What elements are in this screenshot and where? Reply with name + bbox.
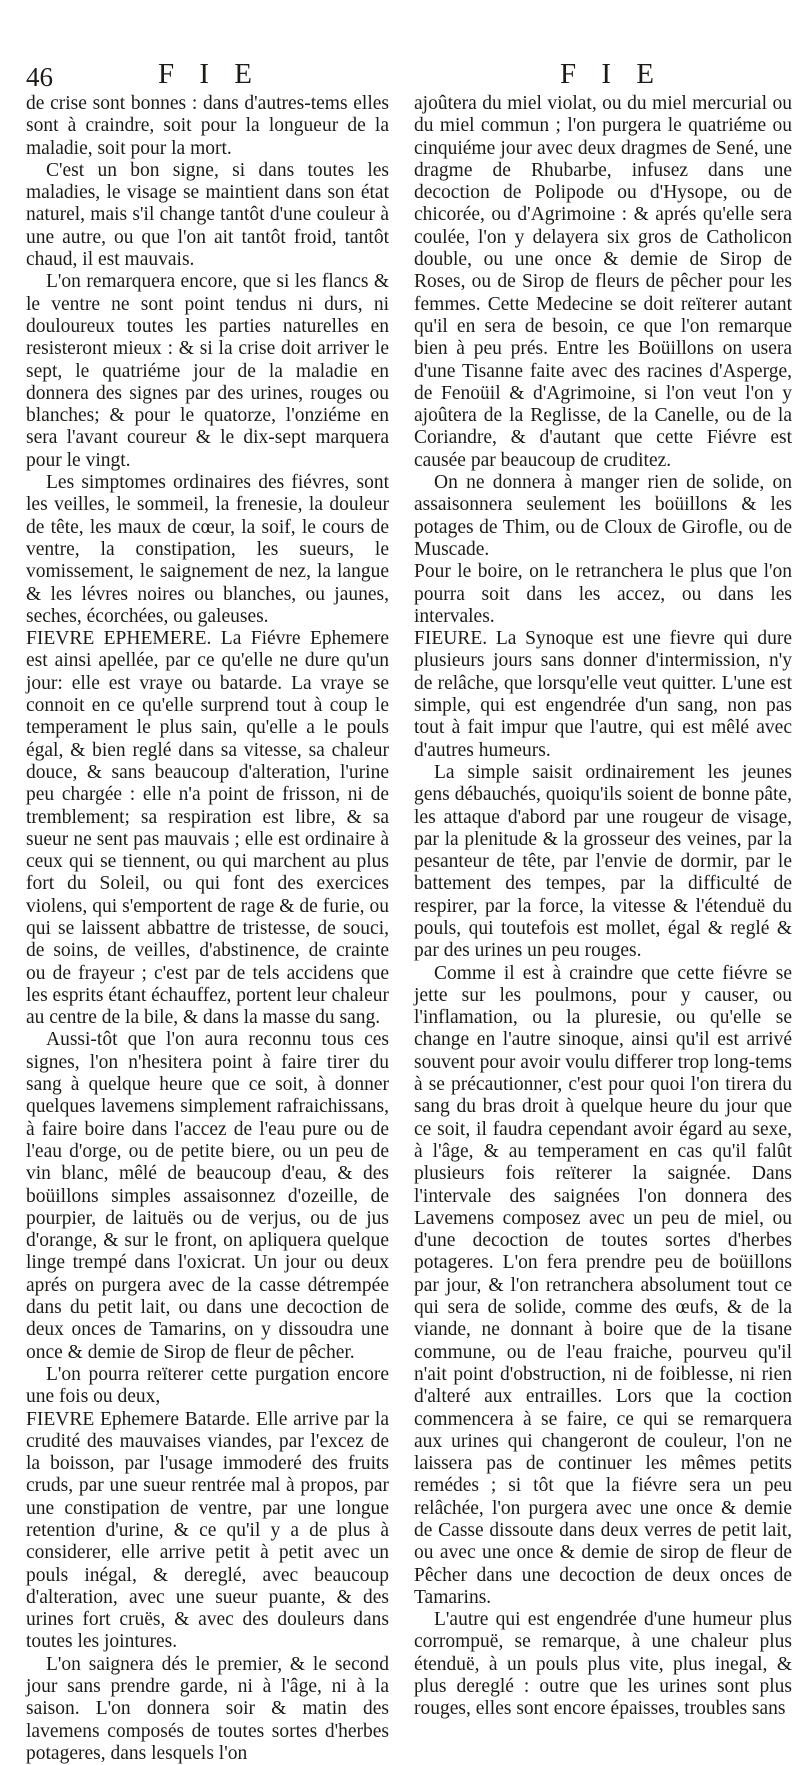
paragraph: L'on remarquera encore, que si les flancs & le ventre ne sont point tendus ni durs, ni douloureux toutes les parties naturelles en resisteront mieux : & si la crise doit arriver le sept, le quatriéme jour de la maladie en donnera des signes par des urines, rouges ou blanches; & pour le quatorze, l'onziéme en sera l'avant coureur & le dix-sept marquera pour le vingt. (26, 271, 389, 471)
paragraph: La simple saisit ordinairement les jeunes gens débauchés, quoiqu'ils soient de bonne pâte, les attaque d'abord par une rougeur de visage, par la plenitude & la grosseur des veines, par la pesanteur de tête, par l'envie de dormir, par le battement des tempes, par la difficulté de respirer, par la force, la vitesse & l'étenduë du pouls, qui toutefois est mollet, égal & reglé & par des urines un peu rouges. (414, 761, 792, 962)
paragraph: Les simptomes ordinaires des fiévres, sont les veilles, le sommeil, la frenesie, la douleur de tête, les maux de cœur, la soif, le cours de ventre, la constipation, les sueurs, le vomissement, le saignement de nez, la langue & les lévres noires ou blanches, ou jaunes, seches, écorchées, ou galeuses. (26, 472, 389, 627)
page-number: 46 (26, 62, 53, 92)
paragraph: Comme il est à craindre que cette fiévre se jette sur les poulmons, pour y causer, ou l'inflamation, ou la pluresie, ou qu'elle se change en l'autre sinoque, ainsi qu'il est arrivé souvent pour avoir voulu differer trop long-tems à se précautionner, c'est pour quoi l'on tirera du sang du bras droit à quelque heure du jour que ce soit, il faudra cependant avoir égard au sexe, à l'âge, & au temperament en cas qu'il falût plusieurs fois reïterer la saignée. Dans l'intervale des saignées l'on donnera des Lavemens composez avec un peu de miel, ou d'une decoction de toutes sortes d'herbes potageres. L'on fera prendre peu de boüillons par jour, & l'on retranchera absolument tout ce qui sera de solide, comme des œufs, & de la viande, ne donnant à boire que de la tisane commune, ou de l'eau fraiche, pourveu qu'il n'ait point d'obstruction, ni de foiblesse, ni rien d'alteré aux entrailles. Lors que la coction commencera à se faire, ce qui se remarquera aux urines qui changeront de couleur, l'on ne laissera pas de continuer les mêmes petits remédes ; si tôt que la fiévre sera un peu relâchée, l'on purgera avec une once & demie de Casse dissoute dans deux verres de petit lait, ou avec une once & demie de sirop de fleur de Pêcher dans une decoction de deux onces de Tamarins. (414, 962, 792, 1608)
paragraph: On ne donnera à manger rien de solide, on assaisonnera seulement les boüillons & les potages de Thim, ou de Cloux de Girofle, ou de Muscade. (414, 472, 792, 560)
running-head-right: F I E (560, 58, 663, 90)
running-head-left: F I E (158, 58, 261, 90)
paragraph: C'est un bon signe, si dans toutes les maladies, le visage se maintient dans son état naturel, mais s'il change tantôt d'une couleur à une autre, ou que l'on ait tantôt froid, tantôt chaud, il est mauvais. (26, 159, 389, 271)
paragraph: FIEVRE Ephemere Batarde. Elle arrive par la crudité des mauvaises viandes, par l'excez de la boisson, par l'usage immoderé des fruits cruds, par une sueur rentrée mal à propos, par une constipation de ventre, par une longue retention d'urine, & ce qu'il y a de plus à considerer, elle arrive petit à petit avec un pouls inégal, & dereglé, avec beaucoup d'alteration, avec une sueur puante, & des urines fort cruës, & avec des douleurs dans toutes les jointures. (26, 1408, 389, 1653)
paragraph: L'autre qui est engendrée d'une humeur plus corrompuë, se remarque, à une chaleur plus étenduë, à un pouls plus vite, plus inegal, & plus dereglé : outre que les urines sont plus rouges, elles sont encore épaisses, troubles sans (414, 1609, 792, 1720)
right-column (414, 93, 792, 1720)
page-header (0, 58, 800, 98)
paragraph: ajoûtera du miel violat, ou du miel mercurial ou du miel commun ; l'on purgera le quatriéme ou cinquiéme jour avec deux dragmes de Sené, une dragme de Rhubarbe, infusez dans une decoction de Polipode ou d'Hysope, ou de chicorée, ou d'Agrimoine : & aprés qu'elle sera coulée, l'on y delayera six gros de Catholicon double, ou une once & demie de Sirop de Roses, ou de Sirop de fleurs de pêcher pour les femmes. Cette Medecine se doit reïterer autant qu'il en sera de besoin, ce que l'on remarque bien à peu prés. Entre les Boüillons on usera d'une Tisanne faite avec des racines d'Asperge, de Fenoüil & d'Agrimoine, si l'on veut l'on y ajoûtera de la Reglisse, de la Canelle, ou de la Coriandre, & d'autant que cette Fiévre est causée par beaucoup de cruditez. (414, 93, 792, 471)
paragraph: FIEVRE EPHEMERE. La Fiévre Ephemere est ainsi apellée, par ce qu'elle ne dure qu'un jour: elle est vraye ou batarde. La vraye se connoit en ce qu'elle surprend tout à coup le temperament le plus sain, qu'elle a le pouls égal, & bien reglé dans sa vitesse, sa chaleur douce, & sans beaucoup d'alteration, l'urine peu chargée : elle n'a point de frisson, ni de tremblement; sa respiration est libre, & sa sueur ne sent pas mauvais ; elle est ordinaire à ceux qui se tiennent, ou qui marchent au plus fort du Soleil, ou qui font des exercices violens, qui s'emportent de rage & de furie, ou qui se laissent abbattre de tristesse, de souci, de soins, de veilles, d'abstinence, de crainte ou de frayeur ; c'est par de tels accidens que les esprits étant échauffez, portent leur chaleur au centre de la bile, & dans la masse du sang. (26, 628, 389, 1029)
paragraph: Aussi-tôt que l'on aura reconnu tous ces signes, l'on n'hesitera point à faire tirer du sang à quelque heure que ce soit, à donner quelques lavemens simplement rafraichissans, à faire boire dans l'accez de l'eau pure ou de l'eau d'orge, ou de petite biere, ou un peu de vin blanc, mêlé de beaucoup d'eau, & des boüillons simples assaisonnez d'ozeille, de pourpier, de laituës ou de verjus, ou de jus d'orange, & sur le front, on apliquera quelque linge trempé dans l'oxicrat. Un jour ou deux aprés on purgera avec de la casse détrempée dans du petit lait, ou dans une decoction de deux onces de Tamarins, on y dissoudra une once & demie de Sirop de fleur de pêcher. (26, 1029, 389, 1363)
paragraph: Pour le boire, on le retranchera le plus que l'on pourra soit dans les accez, ou dans les intervales. (414, 561, 792, 627)
paragraph: FIEURE. La Synoque est une fievre qui dure plusieurs jours sans donner d'intermission, n'y de relâche, que lorsqu'elle veut quitter. L'une est simple, qui est engendrée d'un sang, non pas tout à fait impur que l'autre, qui est mêlé avec d'autres humeurs. (414, 628, 792, 761)
left-column (26, 93, 389, 1764)
paragraph: L'on pourra reïterer cette purgation encore une fois ou deux, (26, 1363, 389, 1408)
paragraph: L'on saignera dés le premier, & le second jour sans prendre garde, ni à l'âge, ni à la saison. L'on donnera soir & matin des lavemens composés de toutes sortes d'herbes potageres, dans lesquels l'on (26, 1653, 389, 1764)
paragraph: de crise sont bonnes : dans d'autres-tems elles sont à craindre, soit pour la longueur de la maladie, soit pour la mort. (26, 93, 389, 159)
